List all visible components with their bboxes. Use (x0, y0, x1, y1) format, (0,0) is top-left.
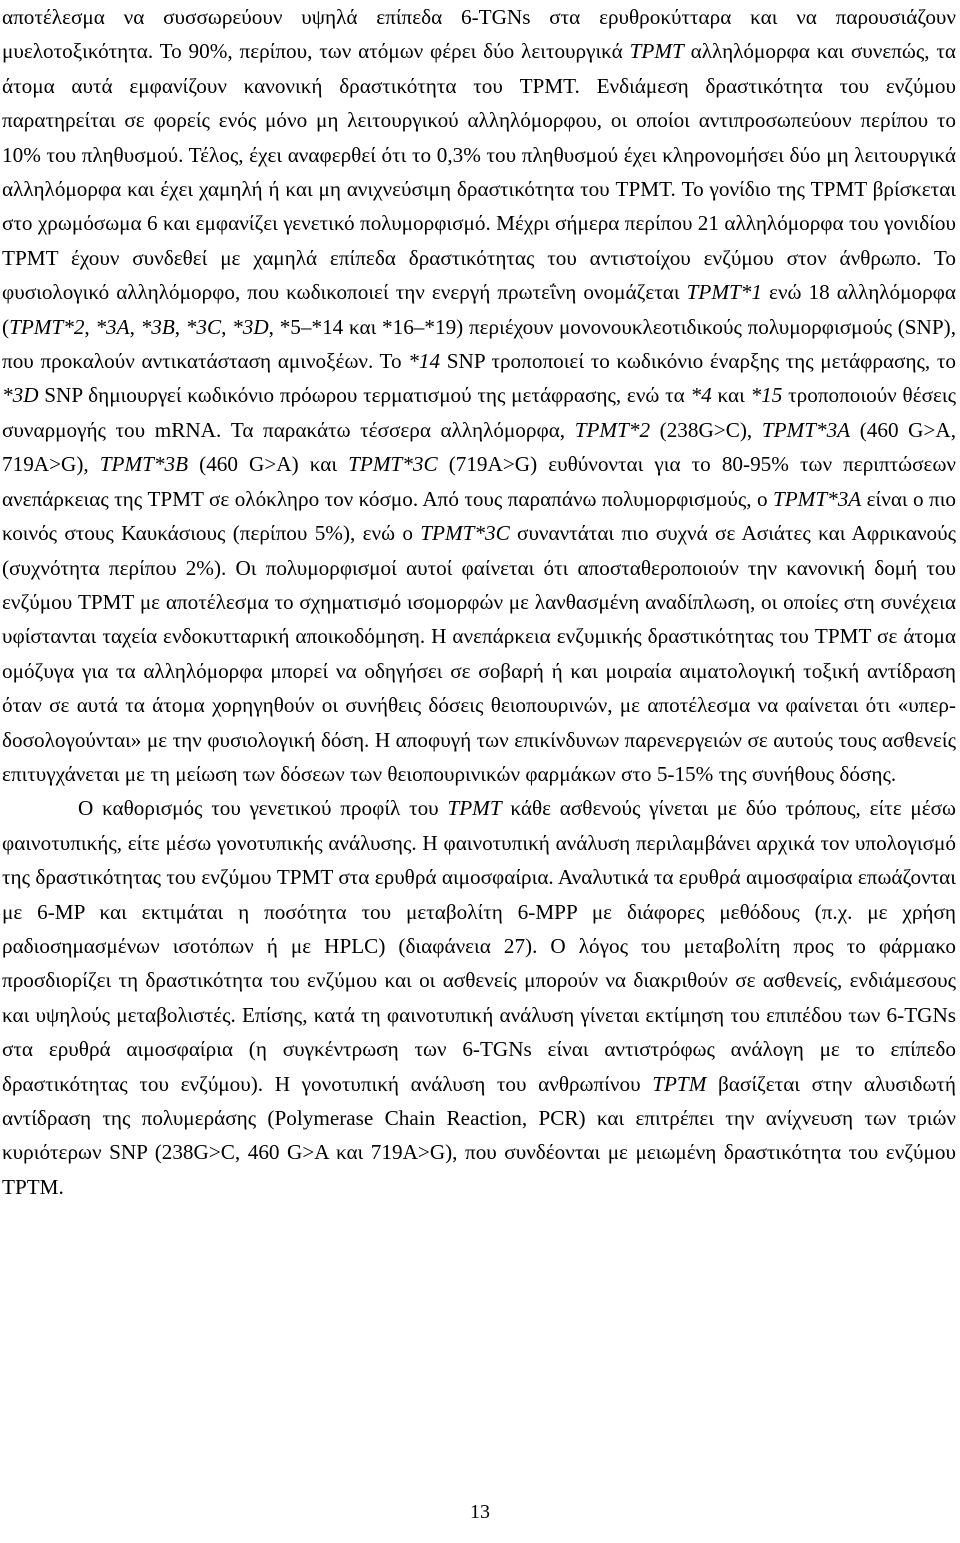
text-segment: αλληλόμορφα και συνεπώς, τα άτομα αυτά εμφανίζουν κανονική δραστικότητα του TPMT. Ενδιάμεση δραστικότητα του ενζύμου παρατηρείται σε φορείς ενός μόνο μη λειτουργικού αλληλόμορφου, οι οποίοι αντιπροσωπεύουν περίπου το 10% του πληθυσμού. Τέλος, έχει αναφερθεί ότι το 0,3% του πληθυσμού έχει κληρονομήσει δύο μη λειτουργικά αλληλόμορφα και έχει χαμηλή ή και μη ανιχνεύσιμη δραστικότητα του TPMT. Το γονίδιο της TPMT βρίσκεται στο χρωμόσωμα 6 και εμφανίζει γενετικό πολυμορφισμό. Μέχρι σήμερα περίπου 21 αλληλόμορφα του γονιδίου TPMT έχουν συνδεθεί με χαμηλά επίπεδα δραστικότητας του αντιστοίχου ενζύμου στον άνθρωπο. Το φυσιολογικό αλληλόμορφο, που κωδικοποιεί την ενεργή πρωτεΐνη ονομάζεται (2, 39, 956, 305)
italic-term: *4 (690, 383, 712, 408)
italic-term: *3A (95, 314, 130, 339)
italic-term: TPMT*3A (761, 417, 851, 442)
italic-term: *3D (232, 314, 269, 339)
italic-term: TPMT*3C (420, 521, 510, 546)
text-segment: ενώ 18 αλληλόμορφα ( (2, 280, 957, 339)
italic-term: *3D (2, 383, 39, 408)
text-segment: (238G>C), (650, 417, 762, 442)
text-segment: Ο καθορισμός του γενετικού προφίλ του (78, 796, 448, 821)
text-segment: και (711, 383, 751, 408)
italic-term: *15 (750, 383, 783, 408)
text-segment: (460 G>A) και (188, 452, 349, 477)
italic-term: TPMT*3B (99, 452, 189, 477)
italic-term: *3C (185, 314, 222, 339)
italic-term: TPMT (629, 39, 684, 64)
text-segment: SNP τροποποιεί το κωδικόνιο έναρξης της μετάφρασης, το (440, 349, 956, 374)
italic-term: TPTM (652, 1071, 707, 1096)
text-segment: , (129, 314, 141, 339)
italic-term: *14 (408, 349, 441, 374)
italic-term: TPMT (447, 796, 502, 821)
italic-term: TPMT*3A (772, 486, 862, 511)
italic-term: *3B (140, 314, 175, 339)
text-segment: κάθε ασθενούς γίνεται με δύο τρόπους, είτε μέσω φαινοτυπικής, είτε μέσω γονοτυπικής ανάλυσης. Η φαινοτυπική ανάλυση περιλαμβάνει αρχικά τον υπολογισμό της δραστικότητας του ενζύμου TPMT στα ερυθρά αιμοσφαίρια. Αναλυτικά τα ερυθρά αιμοσφαίρια επωάζονται με 6-MP και εκτιμάται η ποσότητα του μεταβολίτη 6-MPP με διάφορες μεθόδους (π.χ. με χρήση ραδιοσημασμένων ισοτόπων ή με HPLC) (διαφάνεια 27). Ο λόγος του μεταβολίτη προς το φάρμακο προσδιορίζει τη δραστικότητα του ενζύμου και οι ασθενείς μπορούν να διακριθούν σε ασθενείς, ενδιάμεσους και υψηλούς μεταβολιστές. Επίσης, κατά τη φαινοτυπική ανάλυση γίνεται εκτίμηση του επιπέδου των 6-TGNs στα ερυθρά αιμοσφαίρια (η συγκέντρωση των 6-TGNs είναι αντιστρόφως ανάλογη με το επίπεδο δραστικότητας του ενζύμου). Η γονοτυπική ανάλυση του ανθρωπίνου (2, 796, 956, 1096)
page-number: 13 (470, 1501, 490, 1523)
text-segment: , (84, 314, 96, 339)
text-segment: τροποποιούν θέσεις συναρμογής του mRNA. Τα παρακάτω τέσσερα αλληλόμορφα, (2, 383, 956, 442)
italic-term: TPMT*2 (574, 417, 651, 442)
text-segment: βασίζεται στην αλυσιδωτή αντίδραση της πολυμεράσης (Polymerase Chain Reaction, PCR) και επιτρέπει την ανίχνευση των τριών κυριότερων SNP (238G>C, 460 G>A και 719A>G), που συνδέονται με μειωμένη δραστικότητα του ενζύμου TPTM. (2, 1071, 956, 1199)
italic-term: TPMT*1 (686, 280, 762, 305)
text-segment: (719A>G) ευθύνονται για το 80-95% των περιπτώσεων ανεπάρκειας της TPMT σε ολόκληρο τον κόσμο. Από τους παραπάνω πολυμορφισμούς, ο (2, 452, 956, 511)
text-segment: είναι ο πιο κοινός στους Καυκάσιους (περίπου 5%), ενώ ο (2, 486, 956, 546)
italic-term: TPMT*2 (9, 314, 85, 339)
body-text (2, 0, 956, 1204)
text-segment: , *5–*14 και *16–*19) περιέχουν μονονουκλεοτιδικούς πολυμορφισμούς (SNP), που προκαλούν αντικατάσταση αμινοξέων. Το (2, 314, 956, 374)
text-segment: αποτέλεσμα να συσσωρεύουν υψηλά επίπεδα 6-TGNs στα ερυθροκύτταρα και να παρουσιάζουν μυελοτοξικότητα. Το 90%, περίπου, των ατόμων φέρει δύο λειτουργικά (2, 5, 956, 64)
text-segment: SNP δημιουργεί κωδικόνιο πρόωρου τερματισμού της μετάφρασης, ενώ τα (38, 383, 691, 408)
text-segment: συναντάται πιο συχνά σε Ασιάτες και Αφρικανούς (συχνότητα περίπου 2%). Οι πολυμορφισμοί αυτοί φαίνεται ότι αποσταθεροποιούν την κανονική δομή του ενζύμου TPMT με αποτέλεσμα το σχηματισμό ισομορφών με λανθασμένη αναδίπλωση, οι οποίες στη συνέχεια υφίστανται ταχεία ενδοκυτταρική αποικοδόμηση. Η ανεπάρκεια ενζυμικής δραστικότητας του TPMT σε άτομα ομόζυγα για τα αλληλόμορφα μπορεί να οδηγήσει σε σοβαρή ή και μοιραία αιματολογική τοξική αντίδραση όταν σε αυτά τα άτομα χορηγηθούν οι συνήθεις δόσεις θειοπουρινών, με αποτέλεσμα να φαίνεται ότι «υπερ-δοσολογούνται» με την φυσιολογική δόση. Η αποφυγή των επικίνδυνων παρενεργειών σε αυτούς τους ασθενείς επιτυγχάνεται με τη μείωση των δόσεων των θειοπουρινικών φαρμάκων στο 5-15% της συνήθους δόσης. (2, 521, 956, 786)
text-segment: , (221, 314, 233, 339)
paragraph-continued (2, 0, 956, 791)
text-segment: (460 G>A, 719A>G), (2, 417, 956, 477)
paragraph-genetic-profile (2, 791, 956, 1204)
text-segment: , (174, 314, 186, 339)
italic-term: TPMT*3C (348, 452, 438, 477)
